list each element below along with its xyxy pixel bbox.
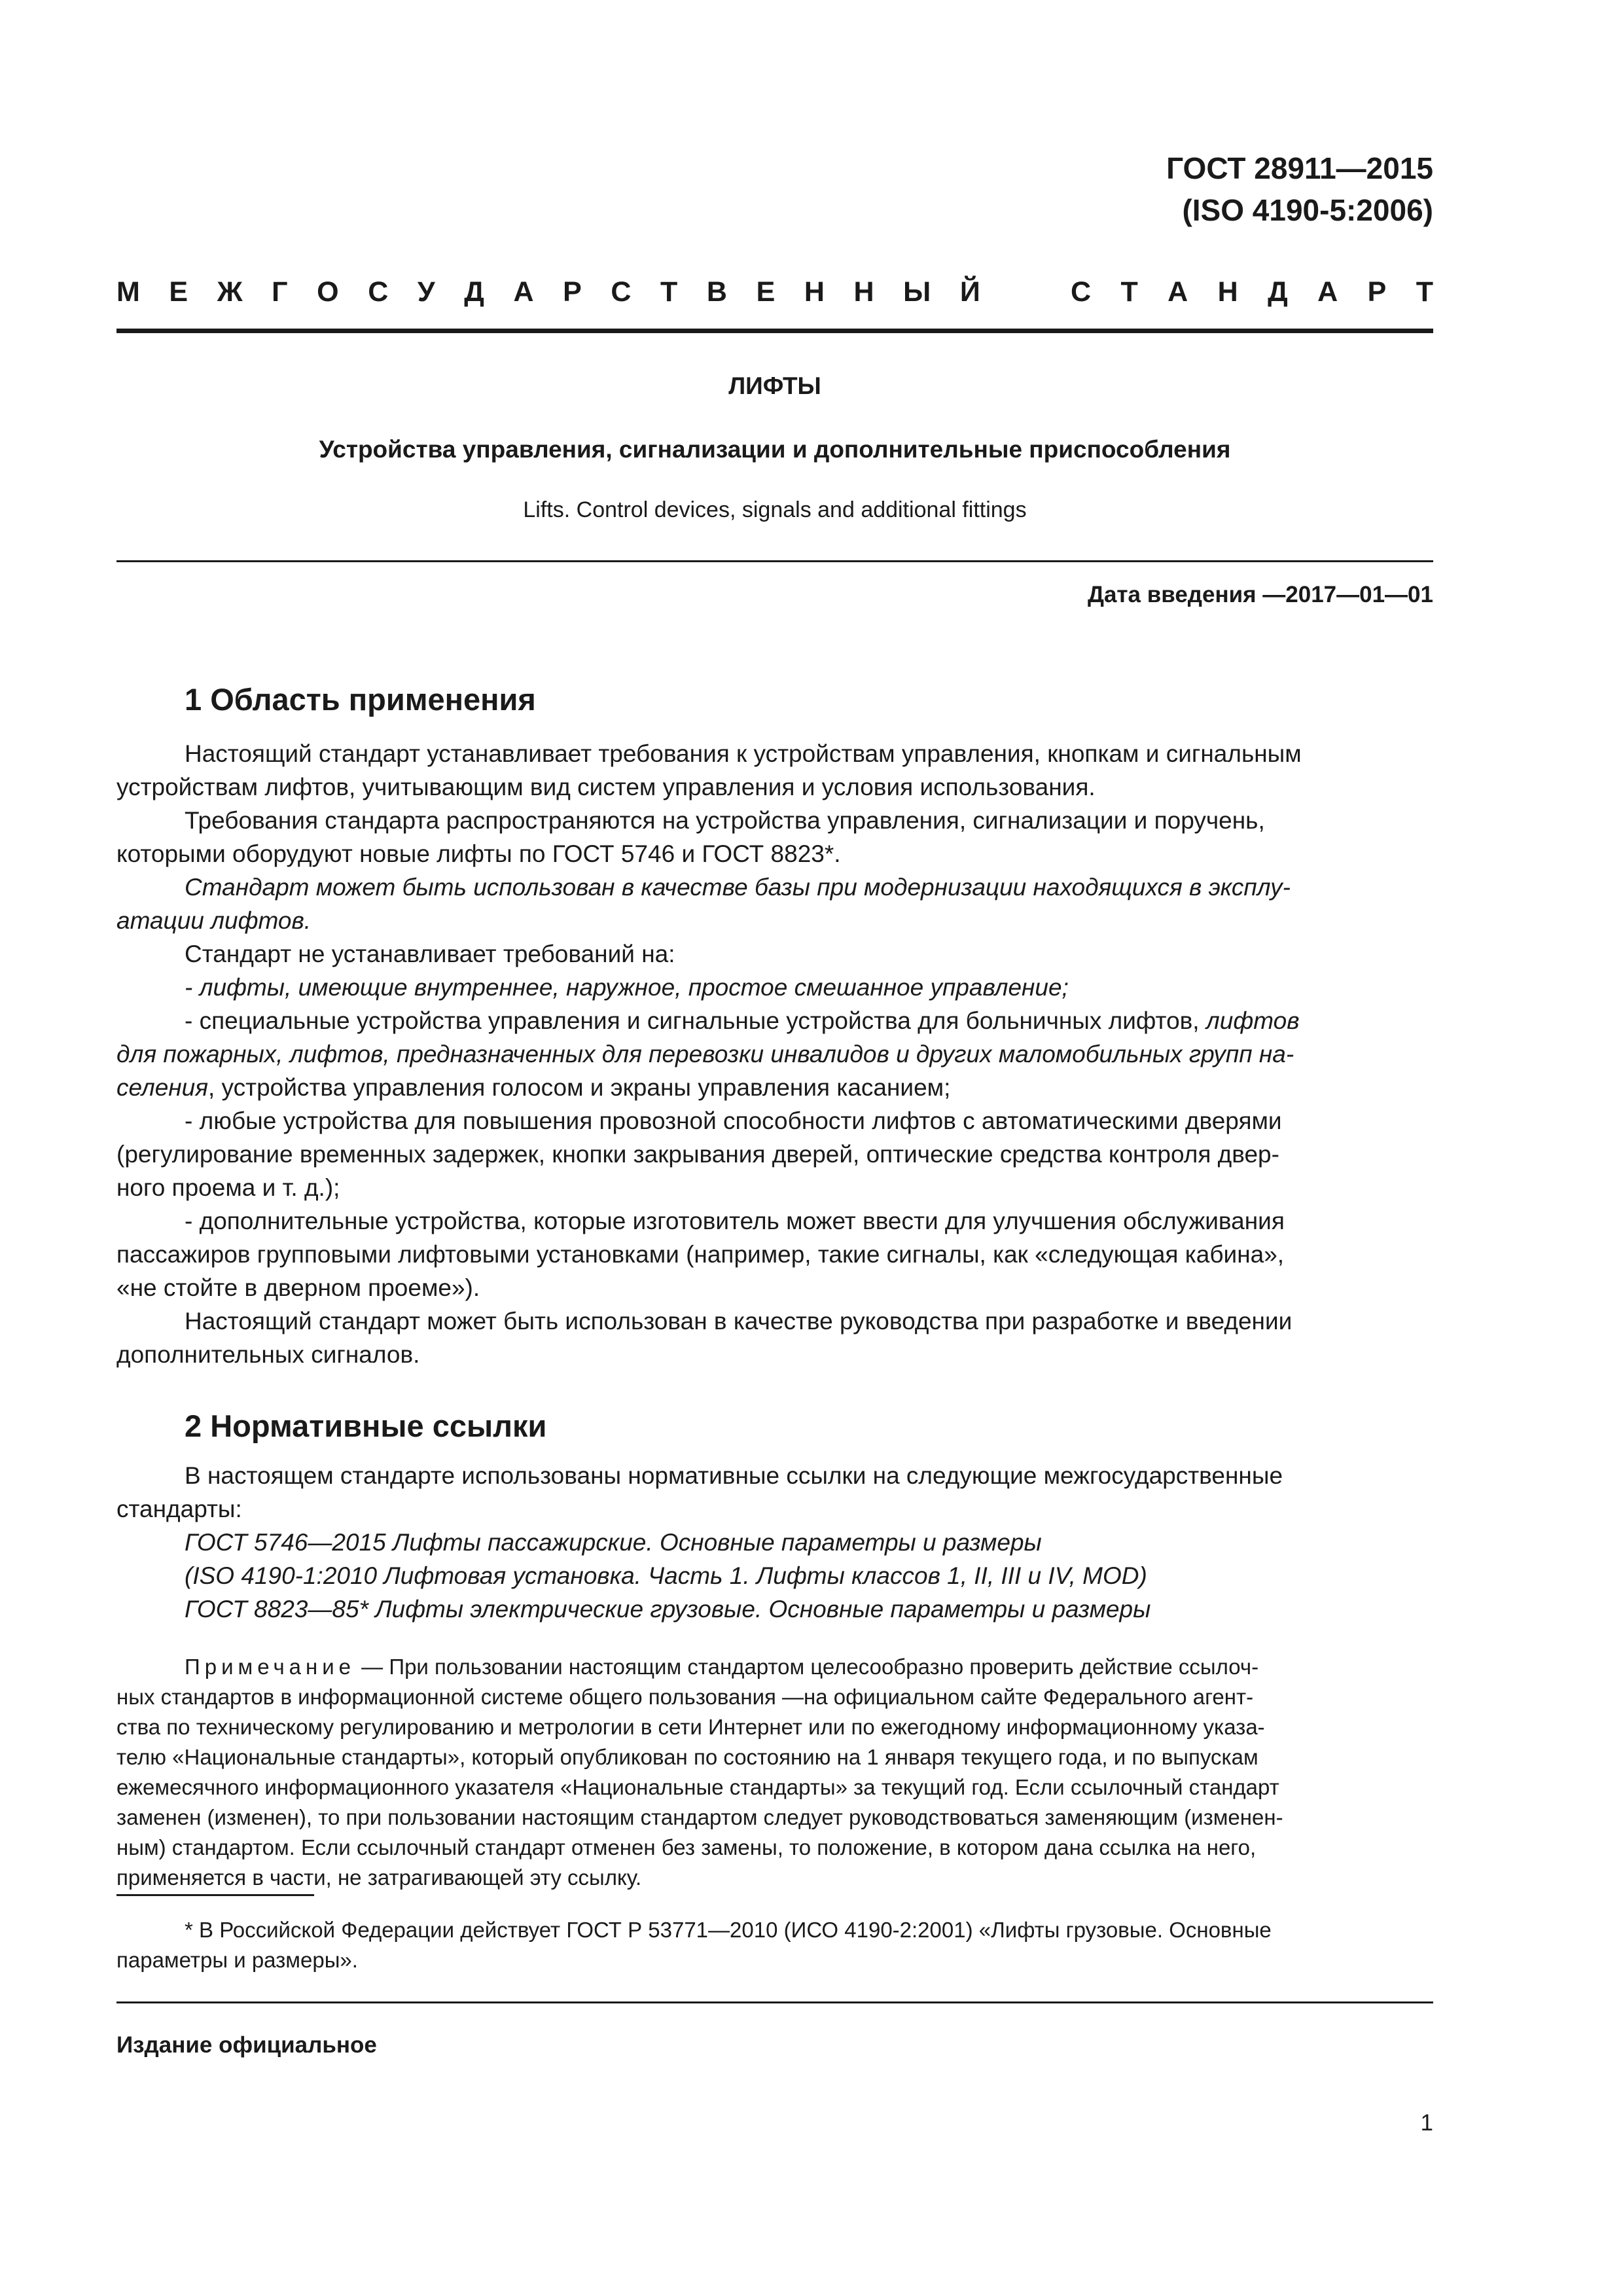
text-line: ных стандартов в информационной системе общего пользования —на официальном сайте Федерального агент- (116, 1685, 1254, 1709)
text-line: Стандарт не устанавливает требований на: (185, 941, 675, 967)
introduction-date: Дата введения —2017—01—01 (1088, 582, 1433, 607)
text-line: Настоящий стандарт устанавливает требования к устройствам управления, кнопкам и сигнальным (185, 740, 1302, 767)
letter: Е (169, 276, 188, 308)
letter: А (1168, 276, 1188, 308)
text-run: , устройства управления голосом и экраны управления касанием; (208, 1074, 951, 1101)
footnote (116, 1915, 1433, 1975)
text-line: ежемесячного информационного указателя «Национальные стандарты» за текущий год. Если ссылочный стандарт (116, 1775, 1279, 1799)
document-type-heading (116, 274, 1433, 310)
document-subtitle: Устройства управления, сигнализации и дополнительные приспособления (319, 436, 1231, 463)
text-run: лифтов (1205, 1007, 1300, 1034)
text-run: - специальные устройства управления и сигнальные устройства для больничных лифтов, (185, 1007, 1200, 1034)
reference-item: ГОСТ 5746—2015 Лифты пассажирские. Основные параметры и размеры (185, 1529, 1042, 1556)
text-line: Требования стандарта распространяются на устройства управления, сигнализации и поручень, (185, 807, 1265, 834)
text-line: атации лифтов. (116, 907, 312, 934)
text-line: заменен (изменен), то при пользовании настоящим стандартом следует руководствоваться заменяющим (изменен- (116, 1805, 1283, 1829)
section-2-heading: 2 Нормативные ссылки (185, 1408, 547, 1443)
list-item: - дополнительные устройства, которые изготовитель может ввести для улучшения обслуживания (185, 1208, 1285, 1234)
letter: Г (272, 276, 288, 308)
section-1-body (116, 737, 1433, 1371)
iso-equivalent-code: (ISO 4190-5:2006) (1182, 193, 1433, 227)
letter: Т (660, 276, 678, 308)
letter: О (317, 276, 339, 308)
text-line: ного проема и т. д.); (116, 1174, 340, 1201)
page-number: 1 (1420, 2110, 1433, 2136)
text-run: — При пользовании настоящим стандартом целесообразно проверить действие ссылоч- (355, 1655, 1259, 1679)
text-line (116, 1652, 1433, 1682)
letter: У (417, 276, 435, 308)
header-divider (116, 329, 1433, 333)
letter: Е (756, 276, 776, 308)
reference-item: ГОСТ 8823—85* Лифты электрические грузовые. Основные параметры и размеры (185, 1596, 1151, 1623)
text-line: телю «Национальные стандарты», который опубликован по состоянию на 1 января текущего года, и по выпускам (116, 1745, 1258, 1769)
text-line: пассажиров групповыми лифтовыми установками (например, такие сигналы, как «следующая кабина», (116, 1241, 1285, 1268)
text-line: параметры и размеры». (116, 1948, 358, 1972)
text-line: «не стойте в дверном проеме»). (116, 1274, 480, 1301)
document-title: ЛИФТЫ (728, 372, 821, 399)
letter: М (116, 276, 140, 308)
letter: Н (804, 276, 825, 308)
letter: В (706, 276, 727, 308)
list-item (116, 1004, 1433, 1037)
letter: Н (1217, 276, 1238, 308)
list-item: - любые устройства для повышения провозной способности лифтов с автоматическими дверями (185, 1107, 1282, 1134)
text-line: дополнительных сигналов. (116, 1341, 420, 1368)
list-item: - лифты, имеющие внутреннее, наружное, простое смешанное управление; (185, 974, 1069, 1001)
title-divider (116, 560, 1433, 562)
letter: С (368, 276, 389, 308)
footnote-divider (116, 1894, 314, 1896)
english-title: Lifts. Control devices, signals and additional fittings (523, 497, 1027, 522)
document-code: ГОСТ 28911—2015 (1166, 151, 1433, 185)
text-run: селения (116, 1074, 208, 1101)
letter: Д (1268, 276, 1288, 308)
text-line: Стандарт может быть использован в качестве базы при модернизации находящихся в эксплу- (185, 874, 1291, 901)
document-type-word-interstate (116, 274, 980, 310)
letter: Ж (217, 276, 243, 308)
letter: Ы (903, 276, 931, 308)
reference-item: (ISO 4190-1:2010 Лифтовая установка. Часть 1. Лифты классов 1, II, III и IV, MOD) (185, 1562, 1147, 1589)
text-line: В настоящем стандарте использованы нормативные ссылки на следующие межгосударственные (185, 1462, 1283, 1489)
text-line: для пожарных, лифтов, предназначенных для перевозки инвалидов и других маломобильных групп на- (116, 1041, 1294, 1067)
note-block (116, 1652, 1433, 1893)
edition-label: Издание официальное (116, 2032, 377, 2058)
section-2-body (116, 1459, 1433, 1626)
letter: А (1317, 276, 1338, 308)
text-line (116, 1071, 1433, 1104)
letter: Р (563, 276, 582, 308)
text-line: * В Российской Федерации действует ГОСТ Р 53771—2010 (ИСО 4190-2:2001) «Лифты грузовые. Основные (185, 1918, 1272, 1942)
section-1-heading: 1 Область применения (185, 682, 536, 717)
letter: Д (464, 276, 484, 308)
text-line: устройствам лифтов, учитывающим вид систем управления и условия использования. (116, 774, 1096, 800)
letter: Т (1120, 276, 1138, 308)
note-label: Примечание (185, 1655, 356, 1679)
document-type-word-standard (1071, 274, 1433, 310)
letter: С (611, 276, 632, 308)
text-line: ным) стандартом. Если ссылочный стандарт отменен без замены, то положение, в котором дана ссылка на него, (116, 1835, 1257, 1859)
text-line: которыми оборудуют новые лифты по ГОСТ 5746 и ГОСТ 8823*. (116, 840, 841, 867)
text-line: (регулирование временных задержек, кнопки закрывания дверей, оптические средства контроля двер- (116, 1141, 1279, 1168)
text-line: ства по техническому регулированию и метрологии в сети Интернет или по ежегодному информационному указа- (116, 1715, 1265, 1739)
text-line: Настоящий стандарт может быть использован в качестве руководства при разработке и введении (185, 1308, 1293, 1335)
letter: Р (1367, 276, 1387, 308)
letter: С (1071, 276, 1092, 308)
letter: Н (853, 276, 874, 308)
letter: А (513, 276, 534, 308)
text-line: применяется в части, не затрагивающей эту ссылку. (116, 1865, 642, 1890)
letter: Т (1416, 276, 1433, 308)
letter: Й (959, 276, 980, 308)
footer-divider (116, 2001, 1433, 2003)
text-line: стандарты: (116, 1496, 242, 1522)
